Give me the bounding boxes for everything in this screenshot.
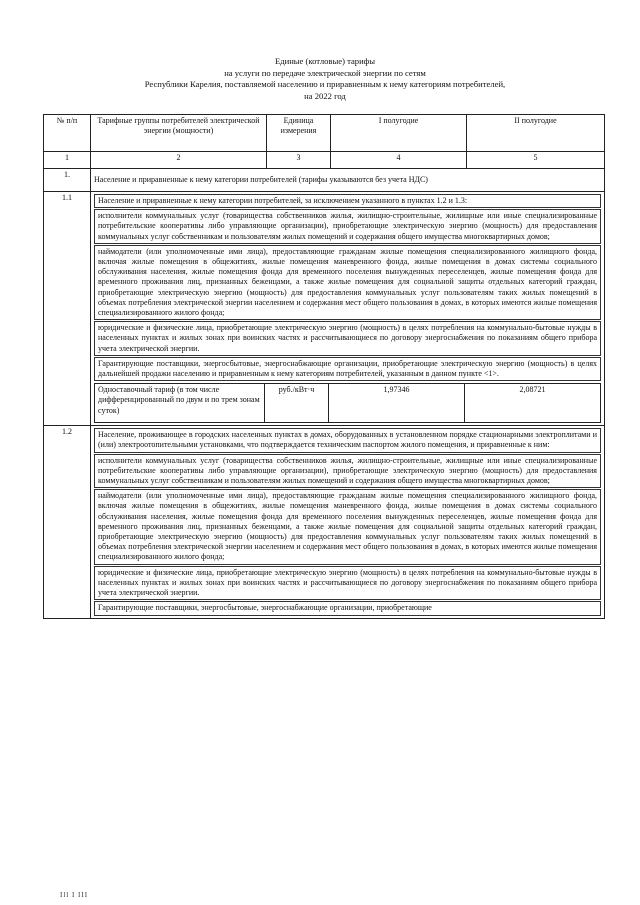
colnum-5: 5 — [467, 152, 605, 169]
header-half-1: I полугодие — [331, 115, 467, 152]
section-1-text: Население и приравненные к нему категории потребителей (тарифы указываются без учета НДС) — [91, 169, 605, 192]
title-line-2: на услуги по передаче электрической энергии по сетям — [224, 67, 426, 78]
header-half-2: II полугодие — [467, 115, 605, 152]
section-1-2-item-4: Гарантирующие поставщики, энергосбытовые, энергоснабжающие организации, приобретающие — [94, 601, 601, 615]
section-1-2-text: Население, проживающее в городских населенных пунктах в домах, оборудованных в установленном порядке стационарными электроплитами и (или) электроотопительными установками, что подтверждается техническим паспортом жилого помещения, и приравненные к ним: — [94, 428, 601, 452]
colnum-3: 3 — [267, 152, 331, 169]
section-1-1-row — [44, 192, 605, 426]
header-num: № п/п — [44, 115, 91, 152]
section-1-1-item-4: Гарантирующие поставщики, энергосбытовые, энергоснабжающие организации, приобретающие электрическую энергию (мощность) в целях дальнейшей продажи населению и приравненным к нему категориям потребителей, указанным в данном пункте <1>. — [94, 357, 601, 381]
section-1-2-item-3: юридические и физические лица, приобретающие электрическую энергию (мощность) в целях потребления на коммунально-бытовые нужды в населенных пунктах и жилых зонах при воинских частях и рассчитывающиеся по договору энергоснабжения по показаниям общего прибора учета электрической энергии. — [94, 566, 601, 601]
section-1-1-body — [91, 192, 605, 426]
section-1-2-item-1: исполнители коммунальных услуг (товарищества собственников жилья, жилищно-строительные, жилищные или иные специализированные потребительские кооперативы либо управляющие организации), приобретающие электрическую энергию (мощность) для предоставления коммунальных услуг собственникам и пользователям жилых помещений и содержания общего имущества многоквартирных домов; — [94, 454, 601, 489]
colnum-1: 1 — [44, 152, 91, 169]
section-1-2-num: 1.2 — [44, 426, 91, 618]
section-1-2-item-2: наймодатели (или уполномоченные ими лица), предоставляющие гражданам жилые помещения специализированного жилищного фонда, включая жилые помещения в общежитиях, жилые помещения маневренного фонда, жилые помещения в домах системы социального обслуживания населения, жилые помещения фонда для временного поселения вынужденных переселенцев, жилые помещения фонда для временного проживания лиц, признанных беженцами, а также жилые помещения для социальной защиты отдельных категорий граждан, приобретающие электрическую энергию (мощность) для предоставления коммунальных услуг пользователям таких жилых помещений в объемах потребления электрической энергии населением и содержания мест общего пользования в домах, в которых имеются жилые помещения специализированного жилого фонда; — [94, 489, 601, 564]
tariff-half-1: 1,97346 — [329, 384, 465, 423]
section-1-2-body — [91, 426, 605, 618]
section-1-1-item-3: юридические и физические лица, приобретающие электрическую энергию (мощность) в целях потребления на коммунально-бытовые нужды в населенных пунктах и жилых зонах при воинских частях и рассчитывающиеся по договору энергоснабжения по показаниям общего прибора учета электрической энергии. — [94, 321, 601, 356]
tariff-unit: руб./кВт·ч — [265, 384, 329, 423]
header-unit: Единица измерения — [267, 115, 331, 152]
section-1-1-item-2: наймодатели (или уполномоченные ими лица), предоставляющие гражданам жилые помещения специализированного жилищного фонда, включая жилые помещения в общежитиях, жилые помещения маневренного фонда, жилые помещения в домах системы социального обслуживания населения, жилые помещения фонда для временного поселения вынужденных переселенцев, жилые помещения фонда для временного проживания лиц, признанных беженцами, а также жилые помещения для социальной защиты отдельных категорий граждан, приобретающие электрическую энергию (мощность) для предоставления коммунальных услуг пользователям таких жилых помещений в объемах потребления электрической энергии населением и содержания мест общего пользования в домах, в которых имеются жилые помещения специализированного жилого фонда; — [94, 245, 601, 320]
section-1-1-num: 1.1 — [44, 192, 91, 426]
section-1-num: 1. — [44, 169, 91, 192]
section-1-1-item-1: исполнители коммунальных услуг (товарищества собственников жилья, жилищно-строительные, жилищные или иные специализированные потребительские кооперативы либо управляющие организации), приобретающие электрическую энергию (мощность) для предоставления коммунальных услуг собственникам и пользователям жилых помещений и содержания общего имущества многоквартирных домов; — [94, 209, 601, 244]
tariff-half-2: 2,08721 — [465, 384, 601, 423]
header-groups: Тарифные группы потребителей электрической энергии (мощности) — [91, 115, 267, 152]
title-line-3: Республики Карелия, поставляемой населению и приравненным к нему категориям потребителей, — [144, 79, 506, 90]
scan-marks: Ill I III — [60, 891, 89, 899]
colnum-2: 2 — [91, 152, 267, 169]
header-row — [44, 115, 605, 152]
section-1-2-row — [44, 426, 605, 618]
tariff-label: Одноставочный тариф (в том числе дифференцированный по двум и по трем зонам суток) — [95, 384, 265, 423]
document-title — [60, 56, 590, 102]
tariff-table — [43, 114, 605, 619]
section-1-row — [44, 169, 605, 192]
column-number-row — [44, 152, 605, 169]
section-1-1-text: Население и приравненные к нему категории потребителей, за исключением указанного в пунктах 1.2 и 1.3: — [94, 194, 601, 208]
tariff-values-table — [94, 383, 601, 423]
title-line-1: Единые (котловые) тарифы — [274, 56, 376, 66]
colnum-4: 4 — [331, 152, 467, 169]
title-line-4: на 2022 год — [304, 90, 346, 101]
tariff-value-row — [95, 384, 601, 423]
